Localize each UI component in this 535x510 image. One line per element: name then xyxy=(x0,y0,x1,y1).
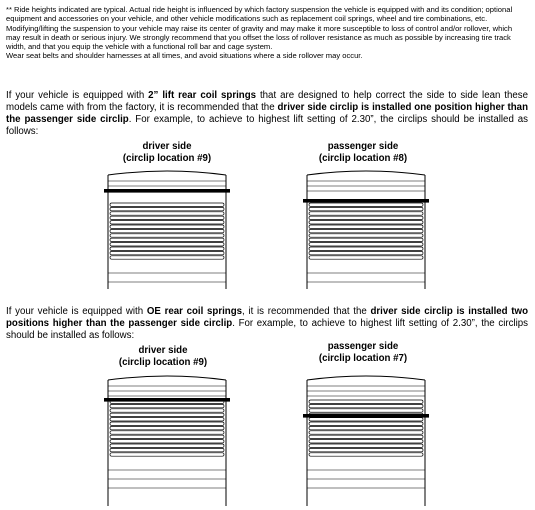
spring-coil xyxy=(309,440,423,443)
spring-coil xyxy=(309,453,423,456)
spring-coil xyxy=(309,251,423,254)
driver-circlip-location: (circlip location #9) xyxy=(122,152,212,164)
spring-coil xyxy=(110,212,224,215)
spring-coil xyxy=(110,234,224,237)
rollover-warning: Modifying/lifting the suspension to your vehicle may raise its center of gravity and may make it more susceptible to loss of control and/or rollover, which may result in death or serious injury. We strongly recommend that you offset the loss of rollover resistance as much as possible by increasing tire track width, and that you equip the vehicle with a functional roll bar and cage system. xyxy=(6,23,513,52)
driver-side-label-2 xyxy=(88,345,238,368)
spring-coil xyxy=(309,216,423,219)
circlip-marker xyxy=(303,199,429,203)
spring-coil xyxy=(110,409,224,412)
spring-coil xyxy=(110,207,224,210)
spring-coil xyxy=(309,207,423,210)
spring-coil xyxy=(110,453,224,456)
driver-side-title: driver side xyxy=(142,141,192,152)
spring-coil xyxy=(110,216,224,219)
spring-coil xyxy=(309,444,423,447)
spring-coil xyxy=(309,448,423,451)
spring-coil xyxy=(110,431,224,434)
driver-circlip-location: (circlip location #9) xyxy=(118,356,208,368)
passenger-side-title: passenger side xyxy=(327,141,399,152)
lift-spring-instructions: If your vehicle is equipped with 2” lift rear coil springs that are designed to help correct the side to side lean these models came with from the factory, it is recommended that the driver side circlip is installed one position higher than the passenger side circlip. For example, to achieve to highest lift setting of 2.30”, the circlips should be installed as follows: xyxy=(6,90,529,137)
spring-coil xyxy=(309,422,423,425)
driver-spring-diagram-1 xyxy=(98,163,238,291)
spring-coil xyxy=(110,426,224,429)
spring-coil xyxy=(309,431,423,434)
driver-side-title: driver side xyxy=(138,345,188,356)
spring-coil xyxy=(110,435,224,438)
spring-coil xyxy=(309,418,423,421)
sleeve-top-edge xyxy=(108,376,226,380)
spring-coil xyxy=(309,234,423,237)
seatbelt-warning: Wear seat belts and shoulder harnesses at all times, and avoid situations where a side rollover may occur. xyxy=(6,51,363,61)
spring-coil xyxy=(309,404,423,407)
spring-coil xyxy=(110,404,224,407)
spring-coil xyxy=(110,448,224,451)
passenger-circlip-location: (circlip location #7) xyxy=(318,352,408,364)
spring-coil xyxy=(110,203,224,206)
circlip-marker xyxy=(104,189,230,193)
spring-coil xyxy=(309,238,423,241)
spring-coil xyxy=(309,221,423,224)
spring-coil xyxy=(309,247,423,250)
sleeve-top-edge xyxy=(307,376,425,380)
sleeve-top-edge xyxy=(307,171,425,175)
safety-notes xyxy=(6,5,528,61)
oe-spring-instructions: If your vehicle is equipped with OE rear coil springs, it is recommended that the driver side circlip is installed two positions higher than the passenger side circlip. For example, to achieve to highest lift setting of 2.30”, the circlips should be installed as follows: xyxy=(6,306,528,341)
spring-coil xyxy=(110,444,224,447)
spring-coil xyxy=(110,256,224,259)
spring-coil xyxy=(110,229,224,232)
spring-coil xyxy=(110,238,224,241)
driver-side-label-1 xyxy=(92,141,242,164)
spring-coil xyxy=(309,435,423,438)
spring-coil xyxy=(309,225,423,228)
spring-coil xyxy=(309,400,423,403)
passenger-side-title: passenger side xyxy=(327,341,399,352)
spring-coil xyxy=(309,212,423,215)
spring-coil xyxy=(309,229,423,232)
spring-coil xyxy=(110,251,224,254)
spring-coil xyxy=(309,409,423,412)
spring-coil xyxy=(110,221,224,224)
passenger-spring-diagram-2 xyxy=(297,368,437,508)
ride-height-note: ** Ride heights indicated are typical. Actual ride height is influenced by which factory suspension the vehicle is equipped with and its condition; optional equipment and accessories on your vehicle, and other vehicle modifications such as replacement coil springs, wheel and tire combinations, etc. xyxy=(6,5,513,24)
spring-coil xyxy=(309,243,423,246)
spring-coil xyxy=(110,225,224,228)
spring-coil xyxy=(110,247,224,250)
spring-coil xyxy=(110,418,224,421)
spring-coil xyxy=(110,422,224,425)
circlip-marker xyxy=(104,398,230,402)
sleeve-top-edge xyxy=(108,171,226,175)
passenger-side-label-1 xyxy=(288,141,438,164)
spring-coil xyxy=(309,203,423,206)
passenger-side-label-2 xyxy=(288,341,438,364)
circlip-marker xyxy=(303,414,429,418)
passenger-spring-diagram-1 xyxy=(297,163,437,291)
spring-coil xyxy=(309,256,423,259)
driver-spring-diagram-2 xyxy=(98,368,238,508)
spring-coil xyxy=(309,426,423,429)
spring-coil xyxy=(110,243,224,246)
spring-coil xyxy=(110,413,224,416)
passenger-circlip-location: (circlip location #8) xyxy=(318,152,408,164)
spring-coil xyxy=(110,440,224,443)
